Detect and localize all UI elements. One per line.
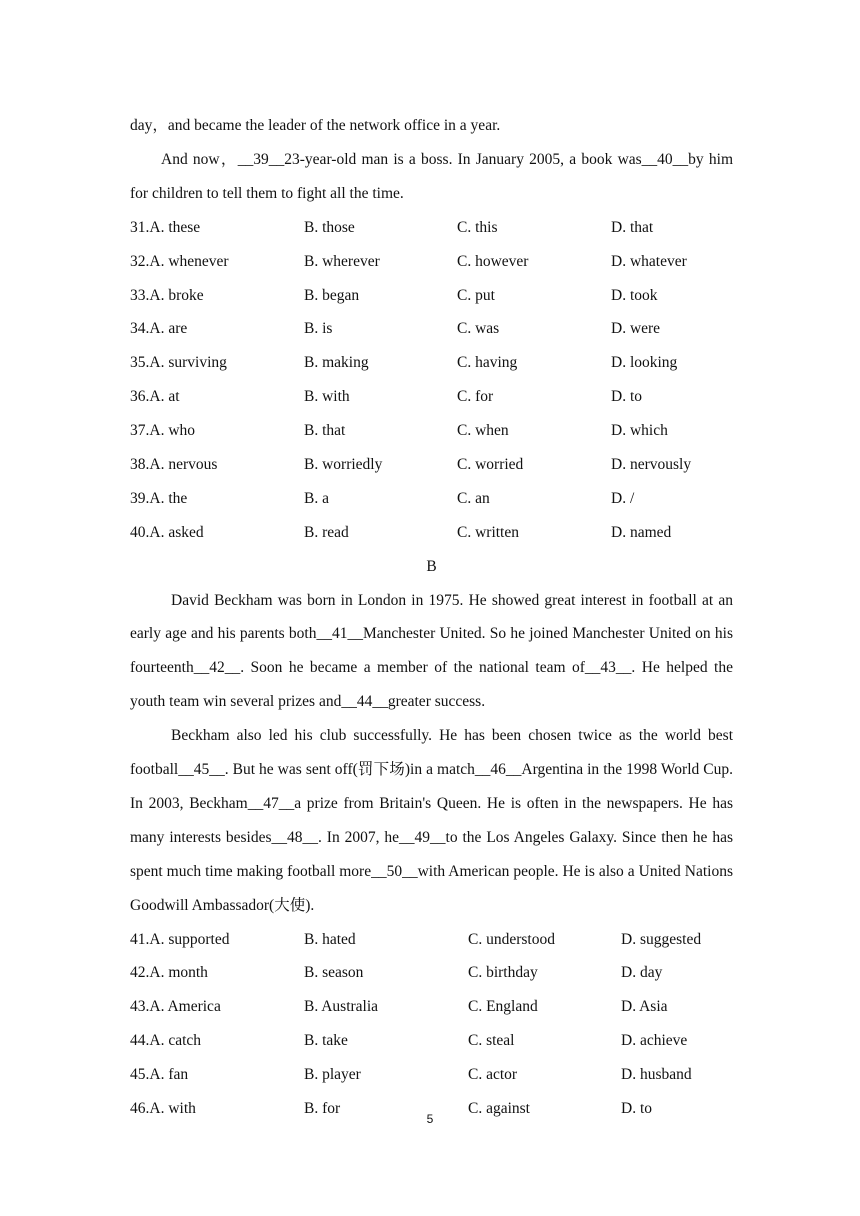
question-row bbox=[130, 482, 733, 516]
question-number: 32. bbox=[130, 252, 150, 270]
question-number: 38. bbox=[130, 455, 150, 473]
question-row bbox=[130, 312, 733, 346]
option-a bbox=[130, 448, 217, 482]
option-a bbox=[130, 482, 187, 516]
option-b: B. is bbox=[304, 320, 333, 338]
question-row bbox=[130, 346, 733, 380]
passage-a-paragraph: And now，__39__23-year-old man is a boss. In January 2005, a book was__40__by him for children to tell them to fight all the time. bbox=[130, 150, 733, 202]
page-number: 5 bbox=[426, 1112, 434, 1126]
option-a-text: A. catch bbox=[149, 1032, 202, 1050]
option-a-text: A. the bbox=[149, 489, 188, 507]
question-row bbox=[130, 211, 733, 245]
option-c: C. worried bbox=[457, 455, 524, 473]
option-b: B. a bbox=[304, 489, 329, 507]
option-a bbox=[130, 312, 187, 346]
option-a-text: A. broke bbox=[149, 286, 204, 304]
option-b: B. worriedly bbox=[304, 455, 383, 473]
option-a-text: A. supported bbox=[149, 930, 230, 948]
option-b: B. season bbox=[304, 964, 364, 982]
question-row bbox=[130, 414, 733, 448]
option-a bbox=[130, 956, 208, 990]
options-list-b bbox=[130, 923, 733, 1126]
option-d: D. to bbox=[611, 388, 642, 406]
option-d: D. took bbox=[611, 286, 658, 304]
question-row bbox=[130, 448, 733, 482]
option-d: D. to bbox=[621, 1100, 652, 1118]
option-a-text: A. with bbox=[149, 1100, 196, 1118]
question-row bbox=[130, 923, 733, 957]
question-number: 35. bbox=[130, 354, 150, 372]
option-a bbox=[130, 1024, 201, 1058]
option-b: B. take bbox=[304, 1032, 348, 1050]
option-d: D. Asia bbox=[621, 998, 668, 1016]
option-d: D. which bbox=[611, 422, 668, 440]
option-b: B. wherever bbox=[304, 252, 380, 270]
option-b: B. for bbox=[304, 1100, 341, 1118]
option-a bbox=[130, 380, 180, 414]
option-a-text: A. these bbox=[149, 218, 201, 236]
question-number: 45. bbox=[130, 1066, 150, 1084]
option-a bbox=[130, 516, 204, 550]
question-number: 43. bbox=[130, 998, 150, 1016]
option-c: C. put bbox=[457, 286, 495, 304]
option-a-text: A. asked bbox=[149, 523, 204, 541]
option-d: D. achieve bbox=[621, 1032, 688, 1050]
question-number: 31. bbox=[130, 218, 150, 236]
option-c: C. birthday bbox=[468, 964, 538, 982]
option-a bbox=[130, 990, 221, 1024]
option-d: D. day bbox=[621, 964, 663, 982]
option-a-text: A. surviving bbox=[149, 354, 227, 372]
question-row bbox=[130, 279, 733, 313]
option-a bbox=[130, 346, 227, 380]
option-c: C. this bbox=[457, 218, 498, 236]
section-heading: B bbox=[426, 557, 437, 575]
option-c: C. understood bbox=[468, 930, 555, 948]
question-row bbox=[130, 1058, 733, 1092]
option-c: C. written bbox=[457, 523, 519, 541]
question-number: 44. bbox=[130, 1032, 150, 1050]
option-a bbox=[130, 245, 229, 279]
option-b: B. those bbox=[304, 218, 355, 236]
question-number: 37. bbox=[130, 422, 150, 440]
option-a bbox=[130, 1058, 188, 1092]
option-d: D. whatever bbox=[611, 252, 687, 270]
option-a-text: A. who bbox=[149, 422, 196, 440]
question-number: 34. bbox=[130, 320, 150, 338]
question-number: 41. bbox=[130, 930, 150, 948]
option-c: C. steal bbox=[468, 1032, 515, 1050]
option-c: C. was bbox=[457, 320, 500, 338]
option-c: C. having bbox=[457, 354, 518, 372]
option-a bbox=[130, 211, 200, 245]
option-a-text: A. nervous bbox=[149, 455, 218, 473]
option-b: B. with bbox=[304, 388, 350, 406]
question-number: 42. bbox=[130, 964, 150, 982]
option-d: D. that bbox=[611, 218, 654, 236]
passage-b-paragraph: Beckham also led his club successfully. He has been chosen twice as the world best football__45__. But he was sent off(罚下场)in a match__46__Argentina in the 1998 World Cup. In 2003, Beckham__47__a prize from Britain's Queen. He is often in the newspapers. He has many interests besides__48__. In 2007, he__49__to the Los Angeles Galaxy. Since then he has spent much time making football more__50__with American people. He is also a United Nations Goodwill Ambassador(大使). bbox=[130, 727, 733, 914]
option-b: B. making bbox=[304, 354, 369, 372]
option-b: B. hated bbox=[304, 930, 356, 948]
passage-a-line: day，and became the leader of the network office in a year. bbox=[130, 117, 501, 134]
question-number: 46. bbox=[130, 1100, 150, 1118]
option-c: C. against bbox=[468, 1100, 530, 1118]
option-b: B. read bbox=[304, 523, 349, 541]
option-c: C. England bbox=[468, 998, 538, 1016]
option-a-text: A. are bbox=[149, 320, 188, 338]
question-number: 36. bbox=[130, 388, 150, 406]
question-row bbox=[130, 990, 733, 1024]
question-row bbox=[130, 956, 733, 990]
option-b: B. Australia bbox=[304, 998, 379, 1016]
option-a bbox=[130, 279, 204, 313]
option-c: C. for bbox=[457, 388, 494, 406]
option-d: D. husband bbox=[621, 1066, 692, 1084]
option-b: B. began bbox=[304, 286, 360, 304]
option-b: B. player bbox=[304, 1066, 361, 1084]
option-d: D. were bbox=[611, 320, 661, 338]
option-a-text: A. at bbox=[149, 388, 180, 406]
question-row bbox=[130, 245, 733, 279]
option-a-text: A. whenever bbox=[149, 252, 229, 270]
option-c: C. however bbox=[457, 252, 529, 270]
question-row bbox=[130, 380, 733, 414]
option-a bbox=[130, 414, 195, 448]
question-row bbox=[130, 1024, 733, 1058]
option-d: D. nervously bbox=[611, 455, 692, 473]
option-a bbox=[130, 923, 229, 957]
question-number: 39. bbox=[130, 489, 150, 507]
question-number: 40. bbox=[130, 523, 150, 541]
options-list-a bbox=[130, 211, 733, 550]
page-content bbox=[130, 109, 733, 1126]
option-c: C. an bbox=[457, 489, 490, 507]
option-d: D. / bbox=[611, 489, 635, 507]
option-d: D. named bbox=[611, 523, 672, 541]
option-a-text: A. month bbox=[149, 964, 208, 982]
question-number: 33. bbox=[130, 286, 150, 304]
option-c: C. when bbox=[457, 422, 509, 440]
option-a-text: A. fan bbox=[149, 1066, 189, 1084]
option-a-text: A. America bbox=[149, 998, 221, 1016]
option-d: D. suggested bbox=[621, 930, 702, 948]
option-c: C. actor bbox=[468, 1066, 518, 1084]
passage-b-paragraph: David Beckham was born in London in 1975. He showed great interest in football at an early age and his parents both__41__Manchester United. So he joined Manchester United on his fourteenth__42__. Soon he became a member of the national team of__43__. He helped the youth team win several prizes and__44__greater success. bbox=[130, 591, 733, 711]
option-b: B. that bbox=[304, 422, 346, 440]
question-row bbox=[130, 516, 733, 550]
option-d: D. looking bbox=[611, 354, 678, 372]
